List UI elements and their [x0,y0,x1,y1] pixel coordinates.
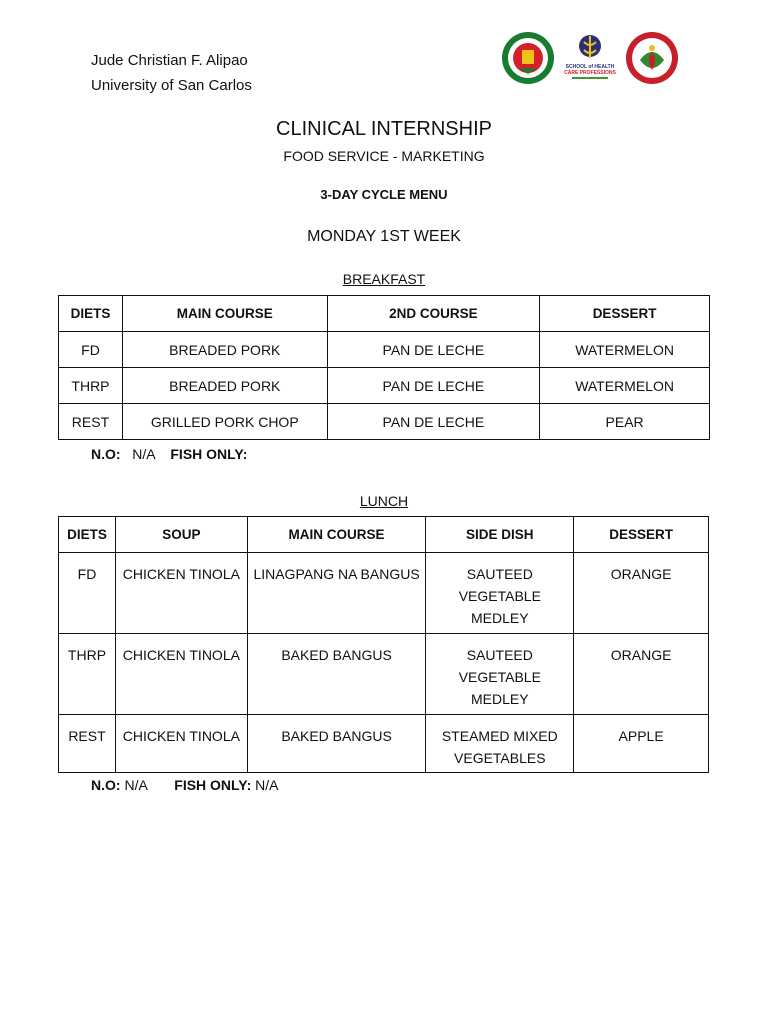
table-header-row [59,296,710,332]
logo-row [500,30,680,86]
table-cell: BREADED PORK [122,368,327,404]
author-name: Jude Christian F. Alipao [91,52,248,69]
breakfast-notes [91,446,247,462]
breakfast-table [58,295,710,440]
table-row [59,368,710,404]
no-value: N/A [124,777,148,793]
table-cell: APPLE [574,715,709,773]
table-cell: WATERMELON [540,368,710,404]
table-cell: SAUTEED VEGETABLE MEDLEY [426,634,574,715]
table-cell: CHICKEN TINOLA [115,715,247,773]
department-of-nutrition-and-dietetics-seal-icon [624,30,680,86]
table-cell: REST [59,715,116,773]
table-cell: ORANGE [574,553,709,634]
no-label: N.O: [91,446,121,462]
page-title: CLINICAL INTERNSHIP [276,118,492,140]
table-cell: THRP [59,634,116,715]
table-row [59,332,710,368]
table-cell: PAN DE LECHE [327,332,540,368]
column-header: MAIN COURSE [247,517,426,553]
table-cell: ORANGE [574,634,709,715]
column-header: DESSERT [540,296,710,332]
table-cell: THRP [59,368,123,404]
lunch-heading: LUNCH [359,493,409,509]
table-cell: LINAGPANG NA BANGUS [247,553,426,634]
table-row [59,634,709,715]
page-subtitle: FOOD SERVICE - MARKETING [283,148,485,164]
table-cell: REST [59,404,123,440]
usc-seal-icon [500,30,556,86]
table-row [59,553,709,634]
day-heading: MONDAY 1ST WEEK [307,228,461,245]
table-cell: STEAMED MIXED VEGETABLES [426,715,574,773]
table-cell: SAUTEED VEGETABLE MEDLEY [426,553,574,634]
table-cell: CHICKEN TINOLA [115,553,247,634]
cycle-heading: 3-DAY CYCLE MENU [320,187,448,202]
no-label: N.O: [91,777,121,793]
table-row [59,715,709,773]
table-cell: CHICKEN TINOLA [115,634,247,715]
column-header: 2ND COURSE [327,296,540,332]
table-cell: BAKED BANGUS [247,715,426,773]
column-header: DIETS [59,517,116,553]
table-cell: BAKED BANGUS [247,634,426,715]
column-header: DESSERT [574,517,709,553]
no-value: N/A [132,446,155,462]
svg-text:SCHOOL of HEALTH: SCHOOL of HEALTH [565,64,615,70]
fish-only-value: N/A [255,777,279,793]
table-cell: BREADED PORK [122,332,327,368]
column-header: SIDE DISH [426,517,574,553]
fish-only-label: FISH ONLY: [174,777,252,793]
lunch-table [58,516,709,773]
fish-only-label: FISH ONLY: [170,446,248,462]
table-header-row [59,517,709,553]
table-cell: FD [59,553,116,634]
table-cell: WATERMELON [540,332,710,368]
author-school: University of San Carlos [91,77,252,94]
column-header: SOUP [115,517,247,553]
table-row [59,404,710,440]
author-block [91,48,252,98]
lunch-notes [91,777,279,793]
table-cell: PAN DE LECHE [327,404,540,440]
svg-text:CARE PROFESSIONS: CARE PROFESSIONS [564,70,616,76]
school-of-health-care-professions-seal-icon [562,30,618,86]
column-header: DIETS [59,296,123,332]
column-header: MAIN COURSE [122,296,327,332]
breakfast-heading: BREAKFAST [342,271,426,287]
table-cell: PAN DE LECHE [327,368,540,404]
table-cell: PEAR [540,404,710,440]
table-cell: FD [59,332,123,368]
table-cell: GRILLED PORK CHOP [122,404,327,440]
